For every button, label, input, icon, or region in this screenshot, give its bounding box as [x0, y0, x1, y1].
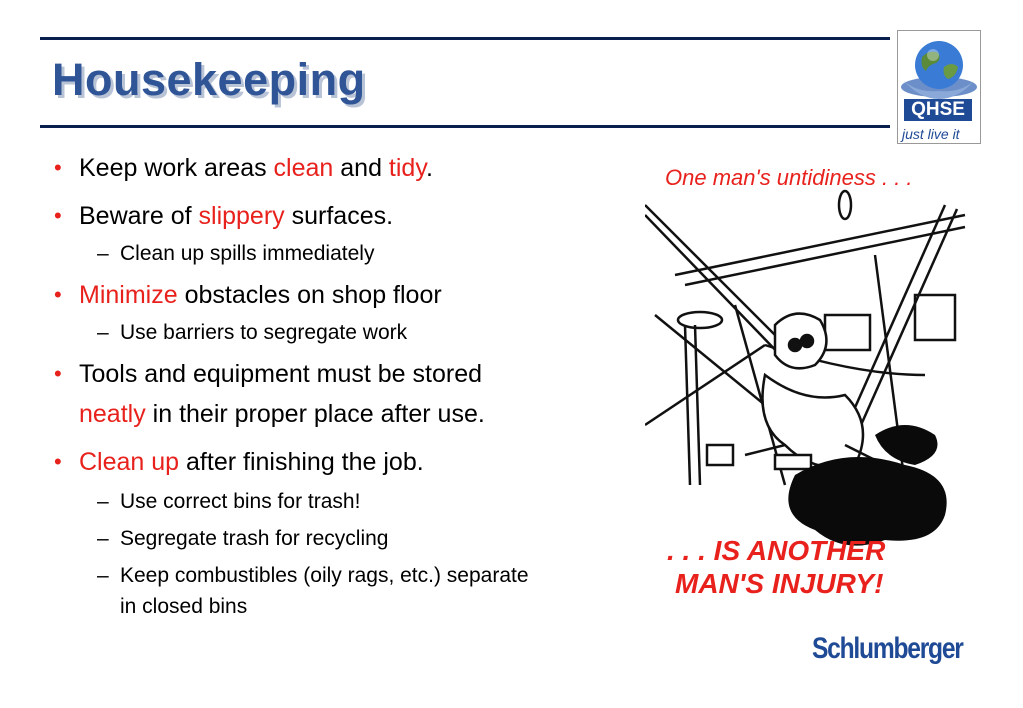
sub-bullet-dash: –	[97, 490, 109, 513]
bullet-dot: •	[54, 361, 62, 386]
bullet-dot: •	[54, 203, 62, 228]
bullet-text: obstacles on shop floor	[177, 281, 442, 309]
globe-hands-icon	[898, 31, 980, 101]
bullet-item	[52, 148, 652, 188]
schlumberger-logo: Schlumberger	[812, 632, 963, 665]
bullet-highlight: tidy	[388, 154, 426, 182]
bullet-dot: •	[54, 155, 62, 180]
bullet-dot: •	[54, 449, 62, 474]
bullet-item	[52, 275, 652, 315]
sub-bullet-item	[52, 317, 652, 348]
untidiness-cartoon	[645, 145, 990, 615]
sub-bullet-item	[52, 486, 652, 517]
sub-bullet-text: Segregate trash for recycling	[120, 527, 389, 550]
bullet-item	[52, 442, 652, 482]
sub-bullet-item	[52, 523, 652, 554]
bullet-highlight: clean	[273, 154, 334, 182]
logo-tagline: just live it	[902, 126, 960, 142]
sub-bullet-dash: –	[97, 564, 109, 587]
bullet-dot: •	[54, 282, 62, 307]
bullet-item	[52, 196, 652, 236]
bullet-text: and	[333, 154, 389, 182]
bullet-highlight: slippery	[198, 202, 285, 230]
sub-bullet-item	[52, 560, 652, 622]
bullet-text: surfaces.	[284, 202, 394, 230]
logo-label: QHSE	[904, 99, 972, 121]
sub-bullet-dash: –	[97, 321, 109, 344]
bullet-text: .	[425, 154, 433, 182]
bullet-highlight: neatly	[79, 400, 146, 428]
bullet-text: Keep work areas	[79, 154, 274, 182]
sub-bullet-text: Clean up spills immediately	[120, 242, 375, 265]
bullet-text: after finishing the job.	[179, 448, 424, 476]
bullet-list	[52, 148, 652, 622]
bullet-text: Tools and equipment must be stored	[79, 360, 483, 388]
sub-bullet-text: Keep combustibles (oily rags, etc.) separate	[120, 564, 529, 587]
sub-bullet-dash: –	[97, 527, 109, 550]
sub-bullet-text: in closed bins	[120, 595, 248, 618]
bullet-highlight: Clean up	[79, 448, 180, 476]
qhse-logo	[897, 30, 981, 144]
bullet-text: Beware of	[79, 202, 199, 230]
sub-bullet-dash: –	[97, 242, 109, 265]
sub-bullet-item	[52, 238, 652, 269]
bullet-item	[52, 354, 652, 434]
header-top-rule	[40, 37, 890, 40]
sub-bullet-text: Use barriers to segregate work	[120, 321, 408, 344]
header-bottom-rule	[40, 125, 890, 128]
sub-bullet-text: Use correct bins for trash!	[120, 490, 361, 513]
slide-title: Housekeeping	[52, 54, 366, 105]
cartoon-caption-bottom-1: . . . IS ANOTHER	[667, 535, 886, 566]
bullet-text: in their proper place after use.	[145, 400, 485, 428]
cartoon-caption-top: One man's untidiness . . .	[665, 165, 913, 190]
cartoon-caption-bottom-2: MAN'S INJURY!	[675, 568, 884, 599]
bullet-highlight: Minimize	[79, 281, 178, 309]
